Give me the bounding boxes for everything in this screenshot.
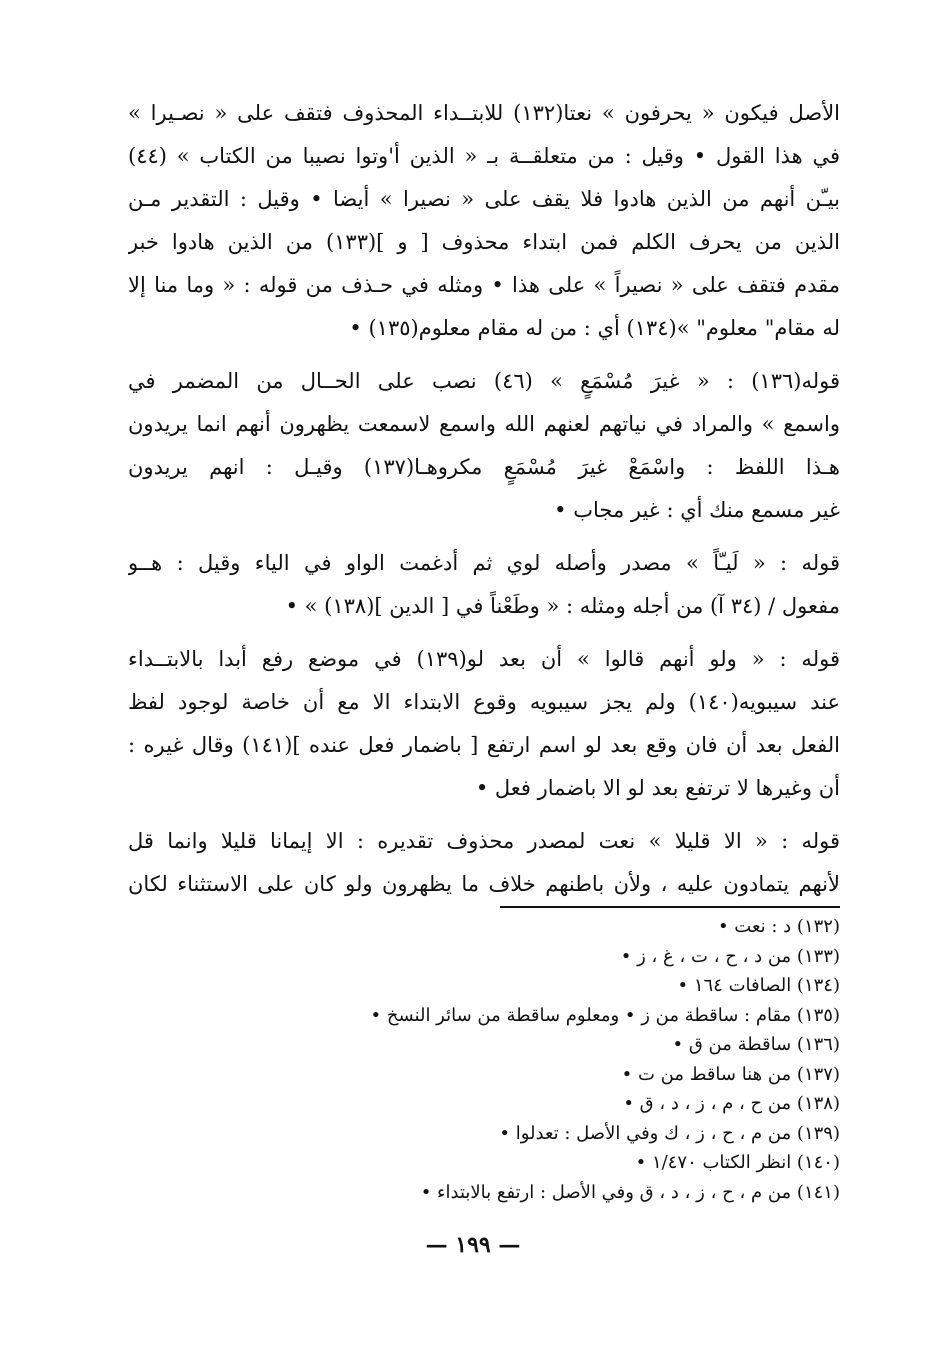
footnote: (١٣٦) ساقطة من ق • xyxy=(672,1034,840,1055)
text-line: قوله : « ولو أنهم قالوا » أن بعد لو(١٣٩) في موضع رفع أبدا بالابتــداء xyxy=(128,647,840,671)
text-line: قوله : « الا قليلا » نعت لمصدر محذوف تقديره : الا إيمانا قليلا وانما قل xyxy=(128,829,840,853)
text-line: واسمع » والمراد في نياتهم لعنهم الله واسمع لاسمعت يظهرون أنهم انما يريدون xyxy=(128,412,840,436)
text-line: الفعل بعد أن فان وقع بعد لو اسم ارتفع [ باضمار فعل عنده ](١٤١) وقال غيره : xyxy=(128,733,840,757)
text-line: قوله(١٣٦) : « غيرَ مُسْمَعٍ » (٤٦) نصب على الحــال من المضمر في xyxy=(128,369,840,393)
paragraph-3 xyxy=(128,542,840,628)
text-line: له مقام" معلوم" »(١٣٤) أي : من له مقام معلوم(١٣٥) • xyxy=(349,316,840,340)
text-line: لأنهم يتمادون عليه ، ولأن باطنهم خلاف ما يظهرون ولو كان على الاستثناء لكان xyxy=(128,872,840,896)
text-line: في هذا القول • وقيل : من متعلقــة بـ « الذين أ'وتوا نصيبا من الكتاب » (٤٤) xyxy=(128,144,840,168)
footnote: (١٣٥) مقام : ساقطة من ز • ومعلوم ساقطة من سائر النسخ • xyxy=(370,1004,840,1026)
main-text xyxy=(128,92,840,906)
paragraph-2 xyxy=(128,360,840,532)
text-line: أن وغيرها لا ترتفع بعد لو الا باضمار فعل • xyxy=(475,776,840,800)
paragraph-5 xyxy=(128,820,840,906)
text-line: بيـّن أنهم من الذين هادوا فلا يقف على « نصيرا » أيضا • وقيل : التقدير مـن xyxy=(128,187,840,211)
text-line: هـذا اللفظ : واسْمَعْ غيرَ مُسْمَعٍ مكروهـا(١٣٧) وقيـل : انهم يريدون xyxy=(128,455,840,479)
paragraph-4 xyxy=(128,638,840,810)
page-number: — ١٩٩ — xyxy=(425,1232,521,1258)
text-line: الأصل فيكون « يحرفون » نعتا(١٣٢) للابتــداء المحذوف فتقف على « نصـيرا » xyxy=(128,101,840,125)
footnote: (١٣٨) من ح ، م ، ز ، د ، ق • xyxy=(623,1093,840,1114)
text-line: قوله : « لَيـّاً » مصدر وأصله لوي ثم أدغمت الواو في الياء وقيل : هــو xyxy=(128,551,840,575)
text-line: الذين من يحرف الكلم فمن ابتداء محذوف [ و ](١٣٣) من الذين هادوا خبر xyxy=(128,230,840,254)
footnote: (١٣٣) من د ، ح ، ت ، غ ، ز • xyxy=(620,945,840,967)
footnote: (١٣٢) د : نعت • xyxy=(717,916,840,937)
text-line: غير مسمع منك أي : غير مجاب • xyxy=(554,498,840,522)
footnote: (١٣٧) من هنا ساقط من ت • xyxy=(621,1063,840,1085)
footnote: (١٣٩) من م ، ح ، ز ، ك وفي الأصل : تعدلوا • xyxy=(499,1122,840,1144)
footnotes xyxy=(200,912,840,1207)
footnote: (١٣٤) الصافات ١٦٤ • xyxy=(677,975,840,996)
text-line: مقدم فتقف على « نصيراً » على هذا • ومثله في حـذف من قوله : « وما منا إلا xyxy=(128,273,840,297)
text-line: عند سيبويه(١٤٠) ولم يجز سيبويه وقوع الابتداء الا مع أن خاصة لوجود لفظ xyxy=(128,690,840,714)
text-line: مفعول / (٣٤ آ) من أجله ومثله : « وطَعْناً في [ الدين ](١٣٨) » • xyxy=(285,594,840,618)
footnote-divider xyxy=(500,906,840,908)
paragraph-1 xyxy=(128,92,840,350)
footnote: (١٤١) من م ، ح ، ز ، د ، ق وفي الأصل : ارتفع بالابتداء • xyxy=(420,1181,840,1203)
footnote: (١٤٠) انظر الكتاب ١/٤٧٠ • xyxy=(635,1152,840,1173)
